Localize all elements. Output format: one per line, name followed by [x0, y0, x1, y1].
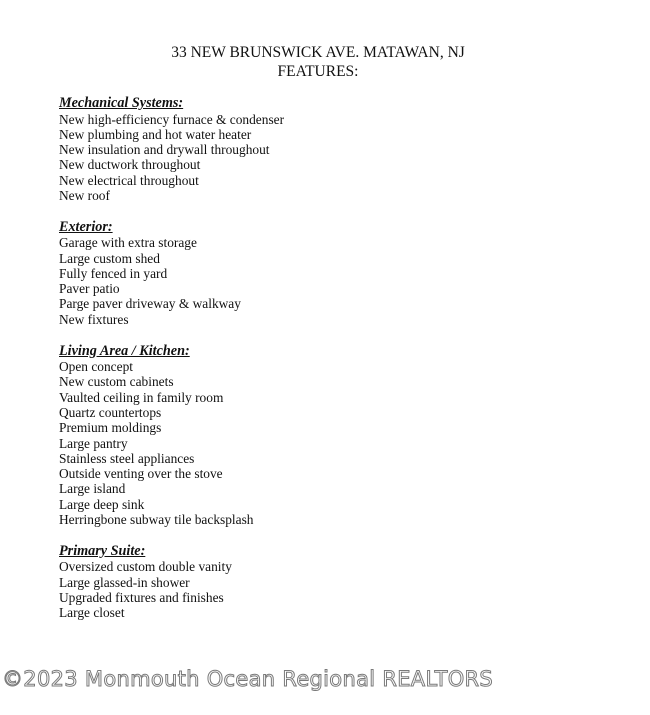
features-list	[59, 95, 284, 636]
features-heading: FEATURES:	[277, 63, 359, 80]
list-item: Large pantry	[59, 435, 128, 451]
list-item: Large island	[59, 481, 126, 497]
list-item: Garage with extra storage	[59, 235, 197, 251]
section-title: Living Area / Kitchen:	[59, 342, 190, 359]
list-item: New electrical throughout	[59, 172, 199, 188]
list-item: New custom cabinets	[59, 374, 174, 390]
section-title: Primary Suite:	[59, 542, 146, 559]
list-item: Open concept	[59, 359, 133, 375]
list-item: Paver patio	[59, 281, 120, 297]
list-item: New roof	[59, 187, 110, 203]
list-item: Fully fenced in yard	[59, 265, 168, 281]
list-item: Premium moldings	[59, 420, 162, 436]
list-item: New insulation and drywall throughout	[59, 142, 270, 158]
list-item: New ductwork throughout	[59, 157, 201, 173]
section-mechanical-systems	[59, 95, 284, 203]
section-exterior	[59, 219, 284, 327]
list-item: New fixtures	[59, 311, 129, 327]
list-item: Large closet	[59, 605, 125, 621]
list-item: Large glassed-in shower	[59, 574, 190, 590]
list-item: Upgraded fixtures and finishes	[59, 589, 224, 605]
section-title: Exterior:	[59, 218, 113, 235]
list-item: Parge paver driveway & walkway	[59, 296, 241, 312]
list-item: New high-efficiency furnace & condenser	[59, 111, 285, 127]
list-item: New plumbing and hot water heater	[59, 126, 252, 142]
property-address: 33 NEW BRUNSWICK AVE. MATAWAN, NJ	[171, 44, 465, 61]
section-title: Mechanical Systems:	[59, 95, 184, 111]
list-item: Large deep sink	[59, 496, 145, 512]
list-item: Quartz countertops	[59, 404, 162, 420]
copyright-watermark: ©2023 Monmouth Ocean Regional REALTORS	[2, 667, 494, 691]
list-item: Large custom shed	[59, 250, 160, 266]
list-item: Herringbone subway tile backsplash	[59, 512, 254, 528]
section-living-area-kitchen	[59, 343, 284, 528]
section-primary-suite	[59, 543, 284, 621]
list-item: Oversized custom double vanity	[59, 559, 232, 575]
list-item: Vaulted ceiling in family room	[59, 389, 224, 405]
list-item: Outside venting over the stove	[59, 466, 223, 482]
list-item: Stainless steel appliances	[59, 450, 195, 466]
document-header	[0, 43, 636, 81]
